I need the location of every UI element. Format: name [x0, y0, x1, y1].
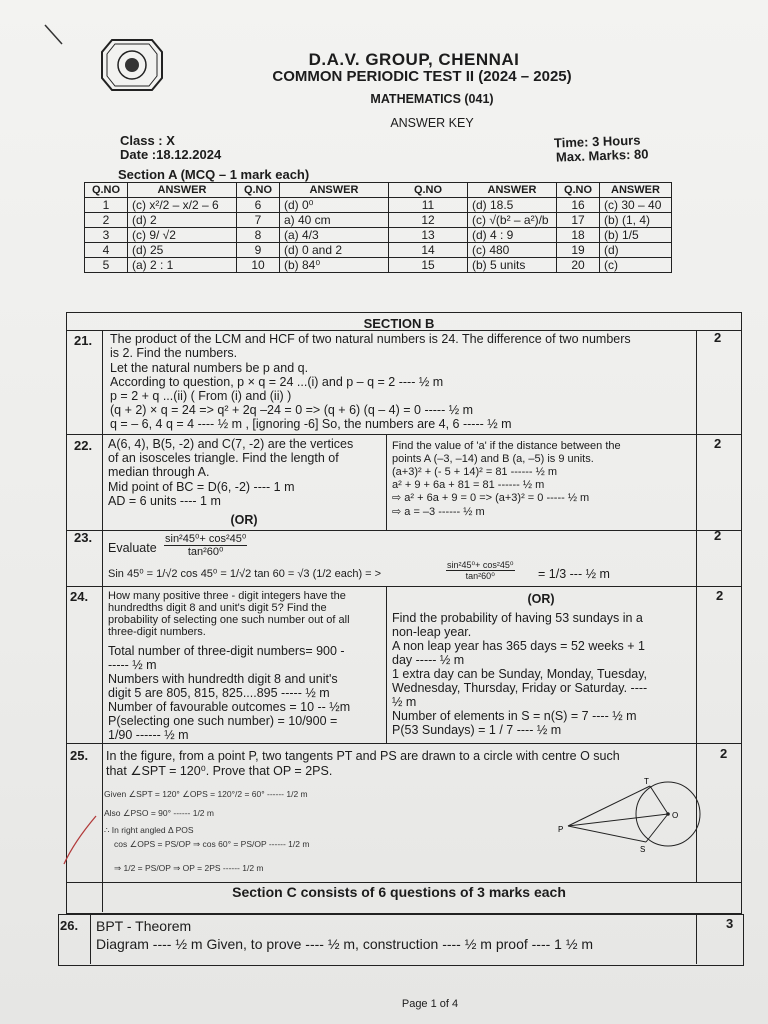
- q21-line: According to question, p × q = 24 ...(i) and p – q = 2 ---- ½ m: [110, 375, 444, 389]
- q22-right-line: ⇨ a = –3 ------ ½ m: [392, 506, 485, 518]
- qno-cell: 14: [389, 243, 468, 258]
- table-header-row: [85, 183, 672, 198]
- q23-numerator: sin²45⁰+ cos²45⁰: [165, 533, 247, 545]
- answer-cell: (d) 2: [128, 213, 237, 228]
- answer-cell: (b) 1/5: [600, 228, 672, 243]
- qno-cell: 17: [557, 213, 600, 228]
- q21-marks: 2: [714, 330, 722, 345]
- time-label: Time: 3 Hours: [553, 132, 641, 151]
- q24-or: (OR): [527, 592, 555, 606]
- marks-label: Max. Marks: 80: [555, 146, 649, 165]
- q24-number: 24.: [70, 589, 89, 604]
- q22-right-line: a² + 9 + 6a + 81 = 81 ------ ½ m: [392, 479, 545, 491]
- col-header: ANSWER: [280, 183, 389, 198]
- q23-result: = 1/3 --- ½ m: [538, 567, 610, 581]
- q26-marks: 3: [726, 916, 734, 931]
- col-header: ANSWER: [128, 183, 237, 198]
- q26-line2: Diagram ---- ½ m Given, to prove ---- ½ m, construction ---- ½ m proof ---- 1 ½ m: [96, 936, 594, 952]
- q21-line: (q + 2) × q = 24 => q² + 2q –24 = 0 => (q + 6) (q – 4) = 0 ----- ½ m: [110, 403, 474, 417]
- q23-numerator-2: sin²45⁰+ cos²45⁰: [447, 560, 514, 570]
- qno-cell: 9: [237, 243, 280, 258]
- q24-right-line: A non leap year has 365 days = 52 weeks + 1: [392, 639, 645, 653]
- pen-mark: [42, 22, 66, 48]
- doc-title: ANSWER KEY: [390, 116, 474, 130]
- q21-line: is 2. Find the numbers.: [110, 346, 238, 360]
- q25-number: 25.: [70, 748, 89, 763]
- qno-cell: 5: [85, 258, 128, 273]
- q24-left-line: three-digit numbers.: [108, 626, 206, 638]
- q24-right-line: ½ m: [392, 695, 417, 709]
- qno-cell: 13: [389, 228, 468, 243]
- q22-right-line: points A (–3, –14) and B (a, –5) is 9 units.: [392, 453, 594, 465]
- section-b-title: SECTION B: [363, 316, 435, 331]
- answer-cell: (c) √(b² – a²)/b: [468, 213, 557, 228]
- q25-line: In the figure, from a point P, two tangents PT and PS are drawn to a circle with centre O such: [106, 749, 620, 763]
- q22-right-line: (a+3)² + (- 5 + 14)² = 81 ------ ½ m: [392, 466, 558, 478]
- q25-work: Given ∠SPT = 120° ∠OPS = 120°/2 = 60° ------ 1/2 m: [104, 789, 308, 799]
- qno-cell: 16: [557, 198, 600, 213]
- q24-right-line: Number of elements in S = n(S) = 7 ---- ½ m: [392, 709, 637, 723]
- answer-cell: (c): [600, 258, 672, 273]
- q24-marks: 2: [716, 588, 724, 603]
- q22-right-line: Find the value of 'a' if the distance between the: [392, 440, 621, 452]
- table-row: [85, 228, 672, 243]
- col-header: ANSWER: [600, 183, 672, 198]
- label-s: S: [640, 845, 646, 854]
- q23-number: 23.: [74, 530, 93, 545]
- answer-cell: (b) (1, 4): [600, 213, 672, 228]
- class-label: Class : X: [120, 133, 175, 148]
- q24-left-line: hundredths digit 8 and unit's digit 5? Find the: [108, 602, 327, 614]
- qno-cell: 1: [85, 198, 128, 213]
- q25-work: Also ∠PSO = 90° ------ 1/2 m: [104, 808, 214, 818]
- answer-cell: (d) 0⁰: [280, 198, 389, 213]
- q24-left-line: digit 5 are 805, 815, 825....895 ----- ½ m: [108, 686, 330, 700]
- answer-cell: (d) 4 : 9: [468, 228, 557, 243]
- q25-line: that ∠SPT = 120⁰. Prove that OP = 2PS.: [106, 764, 333, 778]
- answer-cell: (b) 5 units: [468, 258, 557, 273]
- tangent-figure: [548, 776, 728, 856]
- qno-cell: 4: [85, 243, 128, 258]
- q26-number: 26.: [60, 918, 79, 933]
- answer-cell: (b) 84⁰: [280, 258, 389, 273]
- label-t: T: [644, 777, 649, 786]
- subject-title: MATHEMATICS (041): [370, 92, 494, 106]
- q24-right-line: day ----- ½ m: [392, 653, 465, 667]
- q24-left-line: How many positive three - digit integers have the: [108, 590, 346, 602]
- label-o: O: [672, 811, 679, 820]
- date-label: Date :18.12.2024: [120, 147, 222, 162]
- table-row: [85, 243, 672, 258]
- q24-left-line: Number of favourable outcomes = 10 -- ½m: [108, 700, 351, 714]
- answer-cell: (a) 2 : 1: [128, 258, 237, 273]
- q24-left-line: Total number of three-digit numbers= 900 -: [108, 644, 345, 658]
- q24-left-line: probability of selecting one such number out of all: [108, 614, 350, 626]
- answer-cell: (c) 30 – 40: [600, 198, 672, 213]
- q22-or: (OR): [230, 513, 258, 527]
- q25-marks: 2: [720, 746, 728, 761]
- q22-marks: 2: [714, 436, 722, 451]
- q24-right-line: Find the probability of having 53 sundays in a: [392, 611, 643, 625]
- q23-evaluate: Evaluate: [108, 541, 157, 555]
- col-header: Q.NO: [237, 183, 280, 198]
- qno-cell: 18: [557, 228, 600, 243]
- section-c-title: Section C consists of 6 questions of 3 marks each: [232, 884, 566, 900]
- col-header: Q.NO: [557, 183, 600, 198]
- table-row: [85, 213, 672, 228]
- q23-fraction-2: [446, 560, 515, 581]
- org-title: D.A.V. GROUP, CHENNAI: [308, 50, 520, 69]
- q22-left-line: AD = 6 units ---- 1 m: [108, 494, 221, 508]
- q21-line: q = – 6, 4 q = 4 ---- ½ m , [ignoring -6] So, the numbers are 4, 6 ----- ½ m: [110, 417, 512, 431]
- q25-work: cos ∠OPS = PS/OP ⇒ cos 60° = PS/OP ------ 1/2 m: [114, 839, 310, 849]
- answer-cell: (c) 480: [468, 243, 557, 258]
- q22-left-line: median through A.: [108, 465, 210, 479]
- mcq-answer-table: [84, 182, 672, 273]
- qno-cell: 20: [557, 258, 600, 273]
- q24-right-line: non-leap year.: [392, 625, 472, 639]
- q21-line: p = 2 + q ...(ii) ( From (i) and (ii) ): [110, 389, 292, 403]
- q23-fraction: [164, 533, 247, 558]
- qno-cell: 8: [237, 228, 280, 243]
- q23-denominator-2: tan²60⁰: [465, 571, 495, 581]
- col-header: Q.NO: [85, 183, 128, 198]
- q25-work: ⇒ 1/2 = PS/OP ⇒ OP = 2PS ------ 1/2 m: [114, 863, 264, 873]
- q24-left-line: ----- ½ m: [108, 658, 157, 672]
- q24-right-line: 1 extra day can be Sunday, Monday, Tuesday,: [392, 667, 648, 681]
- q23-denominator: tan²60⁰: [187, 546, 224, 558]
- qno-cell: 2: [85, 213, 128, 228]
- red-check-mark: [60, 812, 100, 872]
- section-a-title: Section A (MCQ – 1 mark each): [118, 167, 310, 182]
- table-row: [85, 258, 672, 273]
- q21-line: Let the natural numbers be p and q.: [110, 361, 309, 375]
- q24-left-line: P(selecting one such number) = 10/900 =: [108, 714, 338, 728]
- answer-cell: (d) 25: [128, 243, 237, 258]
- q22-left-line: Mid point of BC = D(6, -2) ---- 1 m: [108, 480, 295, 494]
- qno-cell: 7: [237, 213, 280, 228]
- qno-cell: 12: [389, 213, 468, 228]
- q24-right-line: P(53 Sundays) = 1 / 7 ---- ½ m: [392, 723, 562, 737]
- q23-line: Sin 45⁰ = 1/√2 cos 45⁰ = 1/√2 tan 60 = √3 (1/2 each) = >: [108, 568, 382, 580]
- table-row: [85, 198, 672, 213]
- qno-cell: 10: [237, 258, 280, 273]
- qno-cell: 19: [557, 243, 600, 258]
- answer-cell: a) 40 cm: [280, 213, 389, 228]
- answer-cell: (c) 9/ √2: [128, 228, 237, 243]
- qno-cell: 3: [85, 228, 128, 243]
- answer-cell: (d) 18.5: [468, 198, 557, 213]
- q26-line1: BPT - Theorem: [96, 918, 192, 934]
- q23-marks: 2: [714, 528, 722, 543]
- label-p: P: [558, 825, 564, 834]
- page-number: Page 1 of 4: [401, 998, 459, 1010]
- test-title: COMMON PERIODIC TEST II (2024 – 2025): [272, 68, 572, 85]
- q24-left-line: 1/90 ------ ½ m: [108, 728, 189, 742]
- q24-left-line: Numbers with hundredth digit 8 and unit's: [108, 672, 338, 686]
- q24-right-line: Wednesday, Thursday, Friday or Saturday. ----: [392, 681, 648, 695]
- qno-cell: 15: [389, 258, 468, 273]
- q22-right-line: ⇨ a² + 6a + 9 = 0 => (a+3)² = 0 ----- ½ m: [392, 492, 590, 504]
- q22-left-line: of an isosceles triangle. Find the length of: [108, 451, 339, 465]
- q21-number: 21.: [74, 333, 93, 348]
- q22-number: 22.: [74, 438, 93, 453]
- answer-cell: (a) 4/3: [280, 228, 389, 243]
- q25-work: ∴ In right angled Δ POS: [104, 825, 194, 835]
- qno-cell: 6: [237, 198, 280, 213]
- col-header: Q.NO: [389, 183, 468, 198]
- qno-cell: 11: [389, 198, 468, 213]
- answer-cell: (d) 0 and 2: [280, 243, 389, 258]
- answer-cell: (d): [600, 243, 672, 258]
- q21-line: The product of the LCM and HCF of two natural numbers is 24. The difference of two numbers: [110, 332, 631, 346]
- q22-left-line: A(6, 4), B(5, -2) and C(7, -2) are the vertices: [108, 437, 354, 451]
- col-header: ANSWER: [468, 183, 557, 198]
- answer-cell: (c) x²/2 – x/2 – 6: [128, 198, 237, 213]
